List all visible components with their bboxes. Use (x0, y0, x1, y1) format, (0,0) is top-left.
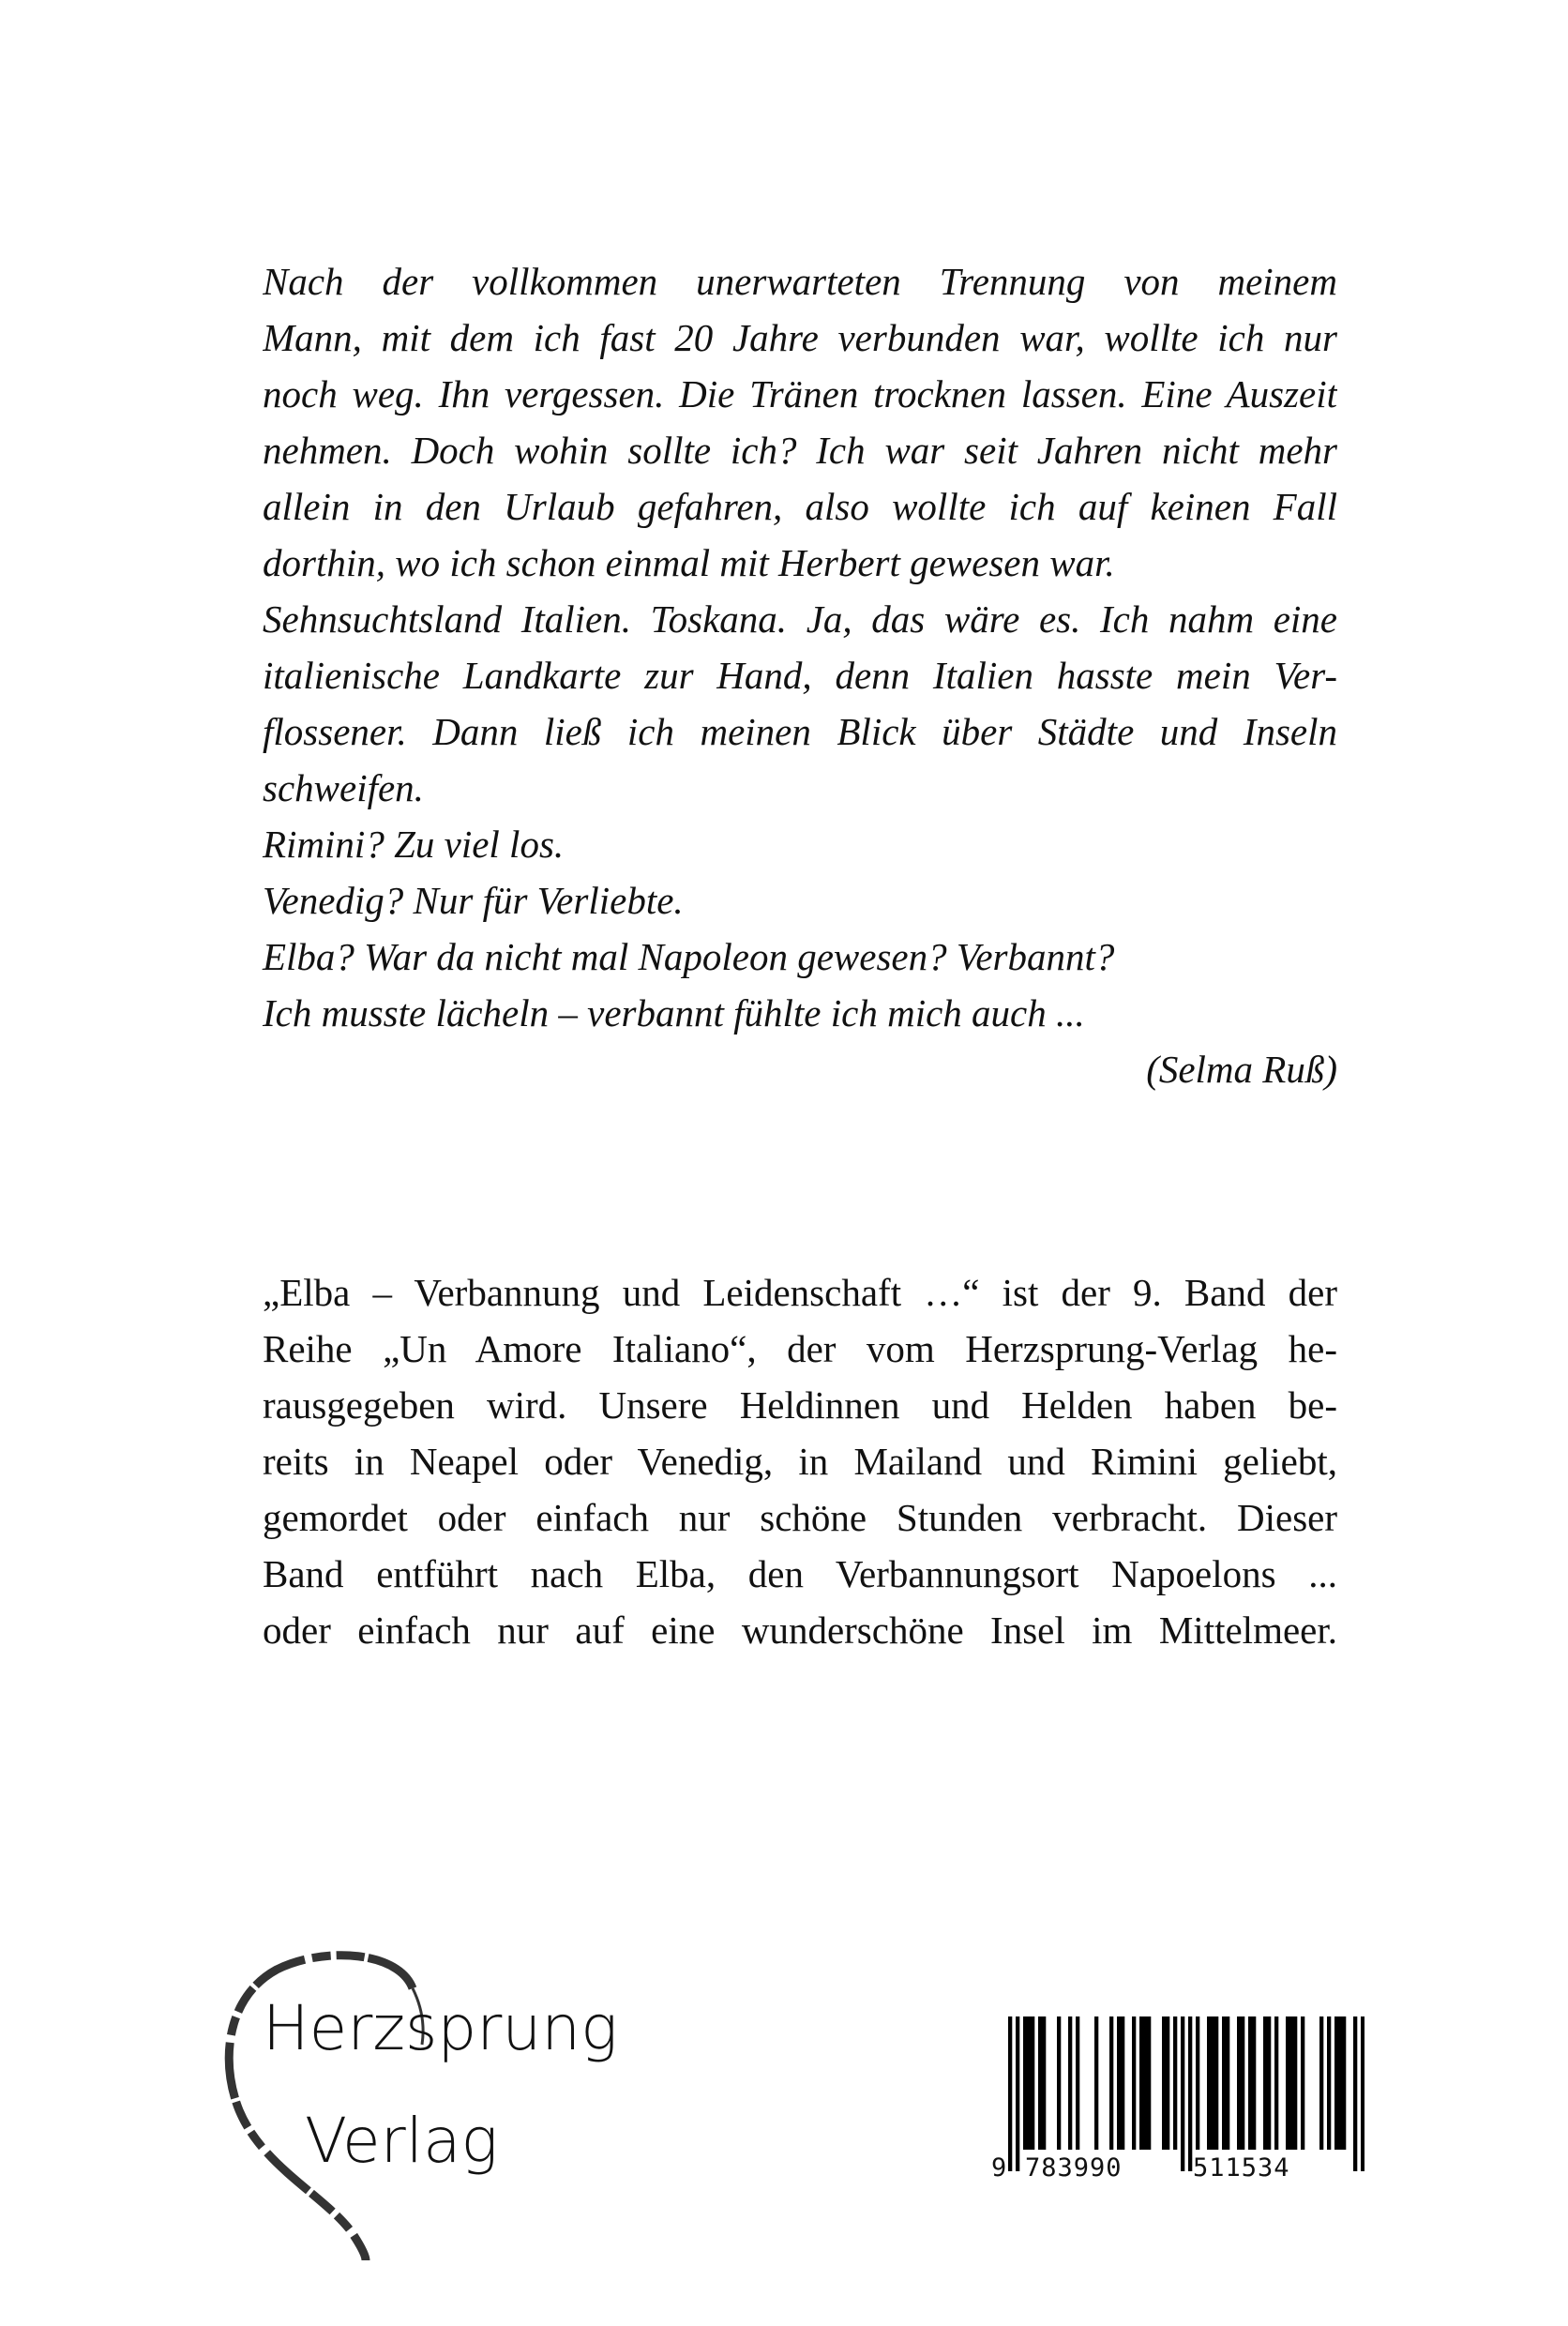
barcode-bar (1237, 2016, 1241, 2150)
barcode-bar (1057, 2016, 1061, 2150)
barcode-guard-bar (1361, 2016, 1364, 2171)
barcode-bar (1226, 2016, 1229, 2150)
barcode-bar (1027, 2016, 1031, 2150)
barcode-bar (1038, 2016, 1042, 2150)
barcode-bar (1289, 2016, 1293, 2150)
barcode-bar (1327, 2016, 1331, 2150)
barcode-bar (1109, 2016, 1113, 2150)
barcode-bar (1319, 2016, 1323, 2150)
blurb-line: Nach der vollkommen unerwarteten Trennung von meinem (263, 260, 1337, 303)
barcode-bar (1334, 2016, 1338, 2150)
barcode-digit-first: 9 (991, 2153, 1008, 2183)
barcode-bar (1166, 2016, 1169, 2150)
blurb-line: italienische Landkarte zur Hand, denn Italien hasste mein Ver- (263, 654, 1337, 697)
barcode-bar (1068, 2016, 1072, 2150)
blurb-line: flossener. Dann ließ ich meinen Blick über Städte und Inseln (263, 710, 1337, 753)
barcode-bar (1143, 2016, 1147, 2150)
blurb-line: allein in den Urlaub gefahren, also wollte ich auf keinen Fall (263, 485, 1337, 528)
barcode-bar (1263, 2016, 1267, 2150)
barcode-bar (1042, 2016, 1046, 2150)
barcode-bar (1301, 2016, 1304, 2150)
blurb-line: Ich musste lächeln – verbannt fühlte ich mich auch ... (263, 991, 1085, 1035)
description-line: reits in Neapel oder Venedig, in Mailand und Rimini geliebt, (263, 1440, 1337, 1483)
series-description (263, 1264, 1337, 1658)
barcode-bar (1252, 2016, 1256, 2150)
barcode-guard-bar (1016, 2016, 1019, 2171)
barcode-bar (1139, 2016, 1143, 2150)
barcode-bar (1214, 2016, 1218, 2150)
barcode-bar (1023, 2016, 1027, 2150)
barcode-bar (1173, 2016, 1177, 2150)
description-line: gemordet oder einfach nur schöne Stunden verbracht. Dieser (263, 1496, 1337, 1539)
blurb-line: Venedig? Nur für Verliebte. (263, 879, 684, 922)
barcode-bar (1274, 2016, 1278, 2150)
barcode-digit-group2: 511534 (1193, 2153, 1290, 2183)
blurb-attribution: (Selma Ruß) (1146, 1048, 1337, 1091)
barcode-bar (1286, 2016, 1289, 2150)
blurb-line: nehmen. Doch wohin sollte ich? Ich war seit Jahren nicht mehr (263, 429, 1337, 472)
barcode-bar (1147, 2016, 1151, 2150)
barcode-bar (1162, 2016, 1166, 2150)
barcode-guard-bar (1008, 2016, 1012, 2171)
barcode-bar (1338, 2016, 1342, 2150)
barcode-bar (1342, 2016, 1346, 2150)
barcode-bar (1121, 2016, 1124, 2150)
barcode-bar (1222, 2016, 1226, 2150)
barcode-bar (1267, 2016, 1271, 2150)
blurb-quote (263, 253, 1337, 1097)
barcode-bar (1132, 2016, 1136, 2150)
blurb-line: dorthin, wo ich schon einmal mit Herbert gewesen war. (263, 541, 1115, 584)
logo-line2: Verlag (305, 2105, 499, 2177)
barcode-bar (1076, 2016, 1079, 2150)
description-line: Reihe „Un Amore Italiano“, der vom Herzsprung-Verlag he- (263, 1327, 1337, 1370)
logo-line1: Herzsprung (263, 1992, 618, 2064)
description-line: Band entführt nach Elba, den Verbannungsort Napoelons ... (263, 1552, 1337, 1595)
description-line: „Elba – Verbannung und Leidenschaft …“ ist der 9. Band der (263, 1271, 1337, 1314)
herzsprung-verlag-logo (211, 1951, 642, 2260)
description-line: oder einfach nur auf eine wunderschöne Insel im Mittelmeer. (263, 1609, 1337, 1652)
description-line: rausgegeben wird. Unsere Heldinnen und Helden haben be- (263, 1383, 1337, 1427)
barcode-bar (1094, 2016, 1098, 2150)
barcode-guard-bar (1353, 2016, 1357, 2171)
barcode-bar (1196, 2016, 1199, 2150)
barcode-guard-bar (1181, 2016, 1184, 2171)
barcode-guard-bar (1188, 2016, 1192, 2171)
blurb-line: Rimini? Zu viel los. (263, 823, 565, 866)
isbn-barcode (991, 2016, 1364, 2185)
blurb-line: noch weg. Ihn vergessen. Die Tränen trocknen lassen. Eine Auszeit (263, 372, 1337, 415)
blurb-line: Elba? War da nicht mal Napoleon gewesen? Verbannt? (263, 935, 1115, 978)
barcode-bar (1031, 2016, 1034, 2150)
barcode-digit-group1: 783990 (1025, 2153, 1123, 2183)
barcode-bar (1117, 2016, 1121, 2150)
blurb-line: Sehnsuchtsland Italien. Toskana. Ja, das wäre es. Ich nahm eine (263, 597, 1337, 641)
blurb-line: Mann, mit dem ich fast 20 Jahre verbunden war, wollte ich nur (263, 316, 1337, 359)
barcode-bar (1293, 2016, 1297, 2150)
barcode-bar (1241, 2016, 1244, 2150)
barcode-bar (1211, 2016, 1214, 2150)
barcode-bar (1248, 2016, 1252, 2150)
blurb-line: schweifen. (263, 766, 424, 809)
barcode-bar (1207, 2016, 1211, 2150)
